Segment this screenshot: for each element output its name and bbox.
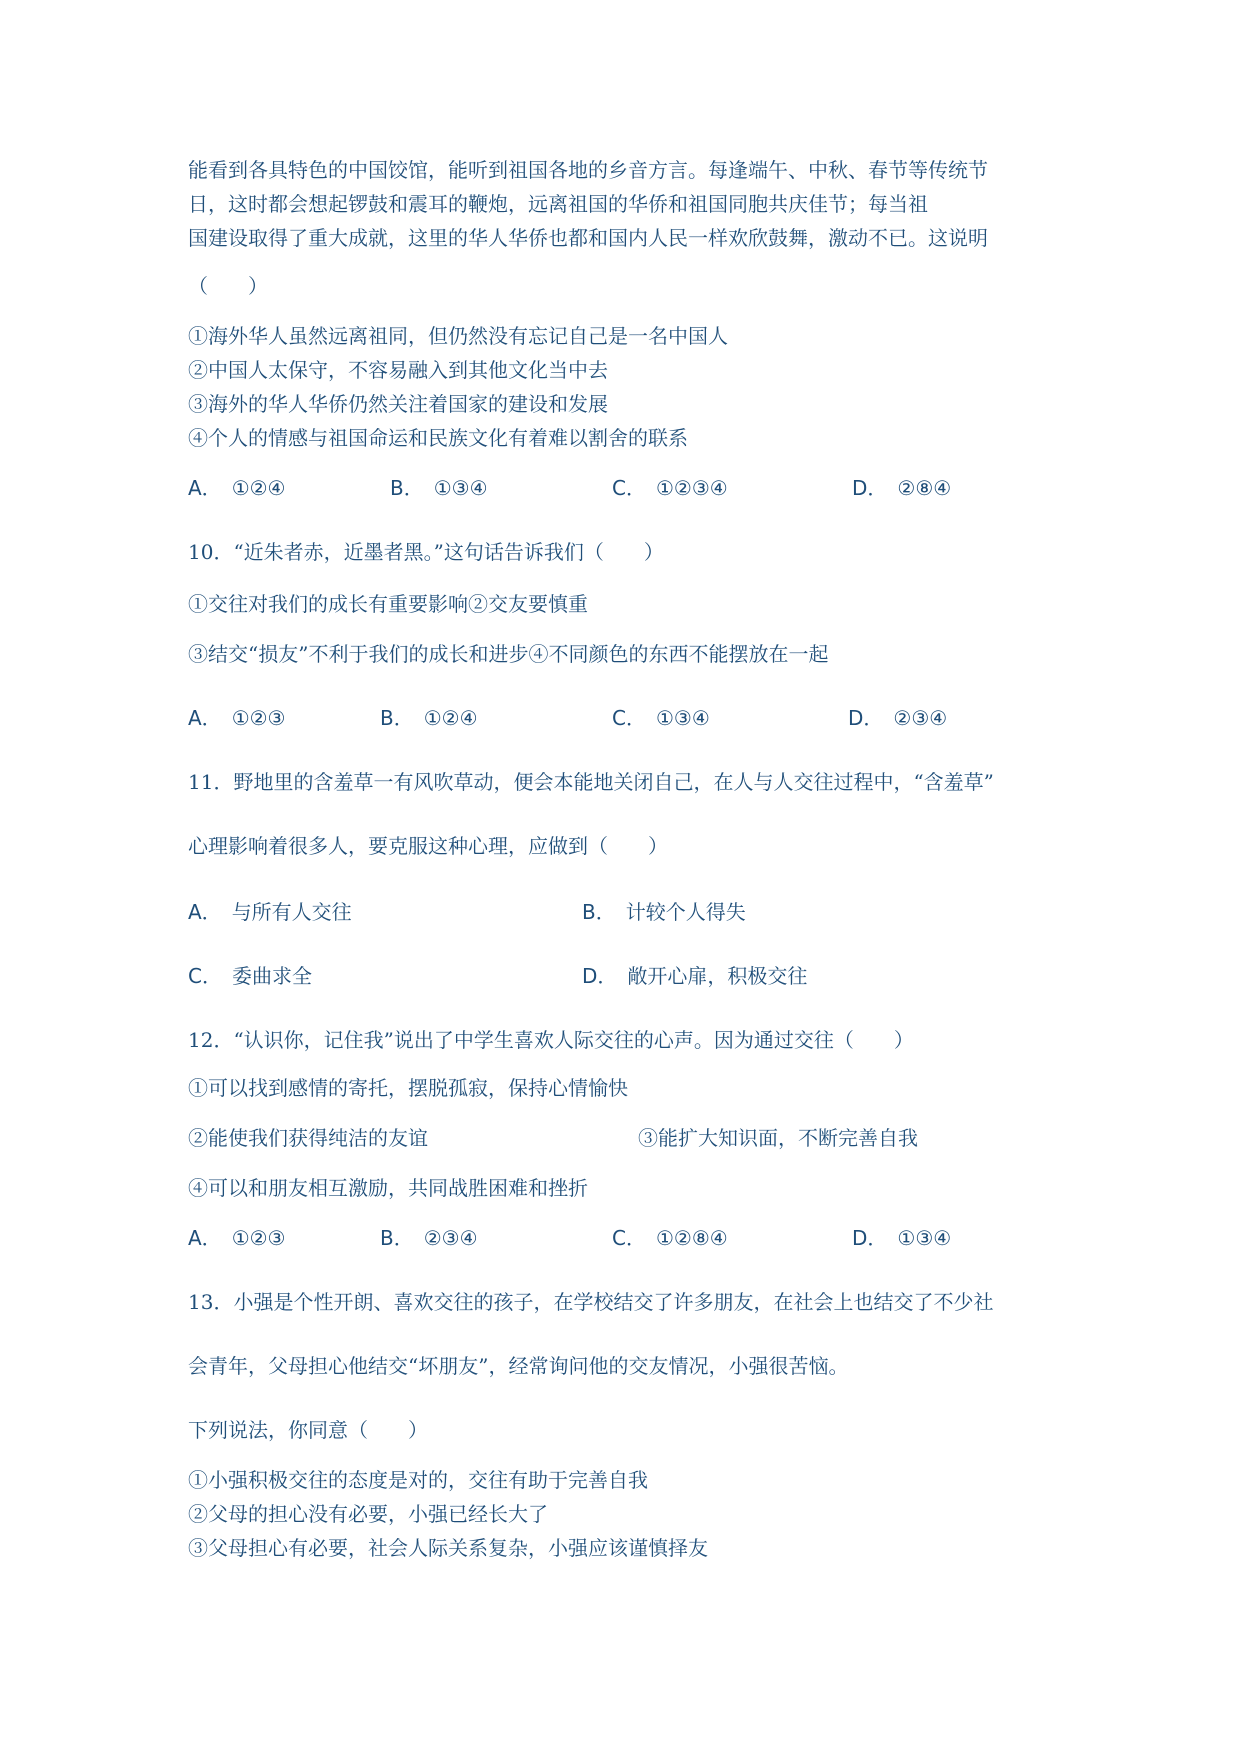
- option-text: ②③④: [423, 1226, 478, 1250]
- q9-item-2: ②中国人太保守，不容易融入到其他文化当中去: [188, 358, 608, 382]
- q9-item-4: ④个人的情感与祖国命运和民族文化有着难以割舍的联系: [188, 426, 688, 450]
- option-text: 计较个人得失: [625, 900, 746, 924]
- option-letter: A．: [188, 706, 222, 730]
- option-letter: D．: [848, 706, 884, 730]
- option-letter: D．: [852, 1226, 888, 1250]
- q11-option-a: [188, 898, 352, 926]
- q9-option-c: [612, 474, 728, 502]
- q10-option-b: [380, 704, 478, 732]
- q12-stem: 12．“认识你，记住我”说出了中学生喜欢人际交往的心声。因为通过交往（ ）: [188, 1028, 914, 1052]
- option-text: ①②④: [423, 706, 478, 730]
- q13-item-3: ③父母担心有必要，社会人际关系复杂，小强应该谨慎择友: [188, 1536, 708, 1560]
- option-text: ②⑧④: [897, 476, 952, 500]
- q12-item-3: ③能扩大知识面，不断完善自我: [638, 1126, 918, 1150]
- q9-intro-line-2: 日，这时都会想起锣鼓和震耳的鞭炮，远离祖国的华侨和祖国同胞共庆佳节；每当祖: [188, 192, 928, 216]
- q9-item-3: ③海外的华人华侨仍然关注着国家的建设和发展: [188, 392, 608, 416]
- option-letter: B．: [390, 476, 424, 500]
- q11-stem-line-2: 心理影响着很多人，要克服这种心理，应做到（ ）: [188, 834, 668, 858]
- option-text: ①②⑧④: [655, 1226, 728, 1250]
- option-text: ①②③: [231, 706, 286, 730]
- q13-item-2: ②父母的担心没有必要，小强已经长大了: [188, 1502, 548, 1526]
- q9-intro-line-3: 国建设取得了重大成就，这里的华人华侨也都和国内人民一样欢欣鼓舞，激动不已。这说明: [188, 226, 988, 250]
- q12-option-c: [612, 1224, 728, 1252]
- option-text: 敞开心扉，积极交往: [627, 964, 808, 988]
- option-letter: A．: [188, 900, 222, 924]
- option-letter: B．: [380, 1226, 414, 1250]
- option-letter: C．: [612, 1226, 646, 1250]
- q11-option-c: [188, 962, 312, 990]
- q11-option-d: [582, 962, 807, 990]
- q11-stem-line-1: 11．野地里的含羞草一有风吹草动，便会本能地关闭自己，在人与人交往过程中，“含羞草”: [188, 770, 994, 794]
- option-letter: D．: [582, 964, 618, 988]
- option-text: ①②③: [231, 1226, 286, 1250]
- option-letter: C．: [188, 964, 222, 988]
- option-text: 与所有人交往: [231, 900, 352, 924]
- option-text: ①③④: [433, 476, 488, 500]
- q10-option-c: [612, 704, 710, 732]
- q10-option-a: [188, 704, 285, 732]
- q9-answer-blank: （ ）: [188, 274, 268, 298]
- option-letter: C．: [612, 706, 646, 730]
- q9-item-1: ①海外华人虽然远离祖同，但仍然没有忘记自己是一名中国人: [188, 324, 728, 348]
- option-text: ①②③④: [655, 476, 728, 500]
- q13-item-1: ①小强积极交往的态度是对的，交往有助于完善自我: [188, 1468, 648, 1492]
- q12-item-4: ④可以和朋友相互激励，共同战胜困难和挫折: [188, 1176, 588, 1200]
- q10-stem: 10．“近朱者赤，近墨者黑。”这句话告诉我们（ ）: [188, 540, 664, 564]
- q12-option-a: [188, 1224, 285, 1252]
- option-text: 委曲求全: [231, 964, 312, 988]
- q12-item-2: ②能使我们获得纯洁的友谊: [188, 1126, 428, 1150]
- q13-stem-line-3: 下列说法，你同意（ ）: [188, 1418, 428, 1442]
- q10-option-d: [848, 704, 947, 732]
- q12-item-1: ①可以找到感情的寄托，摆脱孤寂，保持心情愉快: [188, 1076, 628, 1100]
- option-text: ①③④: [897, 1226, 952, 1250]
- q9-option-a: [188, 474, 285, 502]
- option-letter: B．: [380, 706, 414, 730]
- q11-option-b: [582, 898, 746, 926]
- option-text: ①②④: [231, 476, 286, 500]
- option-text: ②③④: [893, 706, 948, 730]
- option-letter: A．: [188, 1226, 222, 1250]
- q9-intro-line-1: 能看到各具特色的中国饺馆，能听到祖国各地的乡音方言。每逢端午、中秋、春节等传统节: [188, 158, 988, 182]
- q10-item-line-2: ③结交“损友”不利于我们的成长和进步④不同颜色的东西不能摆放在一起: [188, 642, 829, 666]
- q9-option-b: [390, 474, 488, 502]
- option-letter: A．: [188, 476, 222, 500]
- option-letter: B．: [582, 900, 616, 924]
- option-letter: C．: [612, 476, 646, 500]
- q13-stem-line-2: 会青年，父母担心他结交“坏朋友”，经常询问他的交友情况，小强很苦恼。: [188, 1354, 849, 1378]
- q12-option-b: [380, 1224, 478, 1252]
- q12-option-d: [852, 1224, 951, 1252]
- option-letter: D．: [852, 476, 888, 500]
- q10-item-line-1: ①交往对我们的成长有重要影响②交友要慎重: [188, 592, 588, 616]
- q9-option-d: [852, 474, 951, 502]
- option-text: ①③④: [655, 706, 710, 730]
- q13-stem-line-1: 13．小强是个性开朗、喜欢交往的孩子，在学校结交了许多朋友，在社会上也结交了不少社: [188, 1290, 994, 1314]
